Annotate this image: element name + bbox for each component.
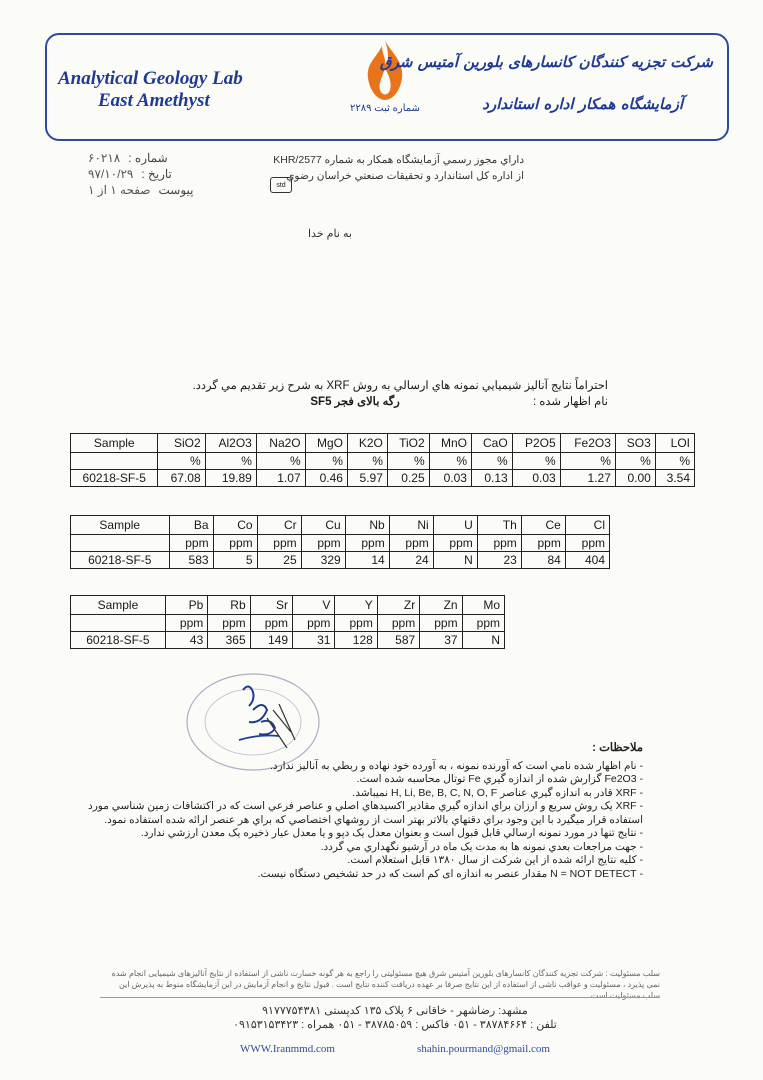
table-header-cell: Sample — [71, 516, 170, 535]
table-header-cell: MgO — [305, 434, 347, 453]
table-unit-cell: % — [512, 453, 560, 470]
notes-section — [83, 742, 643, 881]
registration-number: شماره ثبت ۲۲۸۹ — [350, 103, 420, 114]
table-cell: 67.08 — [158, 470, 205, 487]
note-item: - XRF يک روش سريع و ارزان براي اندازه گيري مقادير اکسيدهاي اصلي و عناصر فرعي است که در اکتشافات زمين شناسي مورد استفاده قرار ميگيرد با اين وجود براي دقتهاي بالاتر بهتر است از روشهاي اختصاصي که براي هر عنصر ارائه شده استفاده نمود. — [88, 800, 643, 826]
table-header-cell: Cu — [301, 516, 345, 535]
table-header-cell: Mo — [462, 596, 504, 615]
trace-elements-table-1 — [70, 515, 610, 569]
standard-badge-icon: std — [270, 177, 292, 193]
table-header-cell: Ba — [169, 516, 213, 535]
table-cell: 404 — [565, 552, 609, 569]
table-header-cell: LOI — [655, 434, 694, 453]
table-unit-cell: ppm — [301, 535, 345, 552]
table-unit-cell: % — [158, 453, 205, 470]
table-unit-cell: % — [347, 453, 387, 470]
table-unit-cell: ppm — [165, 615, 207, 632]
note-item: - نتايج تنها در مورد نمونه ارسالي قابل قبول است و بعنوان معدل يک دپو و يا معدل عيار ذخيره يک معدن ارزشي ندارد. — [140, 827, 643, 839]
table-cell: 0.13 — [471, 470, 512, 487]
table-header-cell: U — [433, 516, 477, 535]
table-header-row — [71, 434, 695, 453]
table-cell: 149 — [250, 632, 292, 649]
table-row — [71, 470, 695, 487]
table-header-cell: Cr — [257, 516, 301, 535]
table-header-cell: P2O5 — [512, 434, 560, 453]
table-unit-cell: % — [305, 453, 347, 470]
lab-name-line2: East Amethyst — [98, 90, 210, 111]
table-header-cell: Y — [335, 596, 377, 615]
table-unit-cell: ppm — [389, 535, 433, 552]
table-unit-cell: % — [471, 453, 512, 470]
document-meta — [88, 150, 193, 198]
table-cell: 19.89 — [205, 470, 256, 487]
table-header-cell: Pb — [165, 596, 207, 615]
table-cell: 0.03 — [512, 470, 560, 487]
table-unit-cell — [71, 535, 170, 552]
number-label: شماره : — [128, 151, 168, 165]
trace-elements-table-2 — [70, 595, 505, 649]
table-header-cell: MnO — [429, 434, 471, 453]
bismillah-heading: به نام خدا — [308, 228, 352, 240]
table-header-cell: Sr — [250, 596, 292, 615]
table-cell: 365 — [208, 632, 250, 649]
table-unit-cell: ppm — [169, 535, 213, 552]
table-unit-cell: % — [560, 453, 615, 470]
note-item: - جهت مراجعات بعدي نمونه ها به مدت يک ماه در آرشيو نگهداري مي گردد. — [320, 840, 643, 853]
table-cell: 0.03 — [429, 470, 471, 487]
table-header-row — [71, 596, 505, 615]
table-unit-cell: ppm — [477, 535, 521, 552]
declared-name-value: رگه بالای فجر SF5 — [310, 396, 400, 408]
footer-phones: تلفن : ۳۸۷۸۴۶۶۴ - ۰۵۱ فاکس : ۳۸۷۸۵۰۵۹ - ۰۵۱ همراه : ۰۹۱۵۳۱۵۳۴۲۳ — [233, 1019, 557, 1031]
disclaimer-text: سلب مسئوليت : شركت تجزيه كنندگان كانسارهای بلورين آمتيس شرق هيچ مسئوليتی را راجع به هر گونه خسارت ناشی از استفاده از نتايج آناليزهای شيميايی انجام شده نمی پذيرد ، مسئوليت و عواقب ناشی از استفاده از اين نتايج صرفا بر عهده دريافت كننده نتايج است . قبول نتايج و انجام آزمايش در اين آزمايشگاه منوط به پذيرش اين سلب مسئوليت است — [111, 969, 660, 1000]
table-cell: N — [462, 632, 504, 649]
table-cell: 31 — [293, 632, 335, 649]
table-cell: 583 — [169, 552, 213, 569]
date-label: تاریخ : — [141, 167, 172, 181]
table-header-cell: SO3 — [615, 434, 655, 453]
table-header-cell: Rb — [208, 596, 250, 615]
table-cell: 14 — [345, 552, 389, 569]
table-cell: 0.25 — [387, 470, 429, 487]
table-unit-row — [71, 535, 610, 552]
intro-text — [148, 378, 608, 410]
table-header-cell: CaO — [471, 434, 512, 453]
footer-address: مشهد: رضاشهر - خاقانی ۶ پلاک ۱۳۵ کدپستی ۹۱۷۷۷۵۴۳۸۱ — [262, 1005, 528, 1017]
table-unit-cell: ppm — [462, 615, 504, 632]
attach-label: پیوست — [158, 183, 194, 197]
note-item: - N = NOT DETECT مقدار عنصر به اندازه ای کم است که در حد تشخیص دستگاه نیست. — [257, 867, 643, 880]
table-cell: 25 — [257, 552, 301, 569]
note-item: - کليه نتايج ارائه شده از اين شرکت از سال ۱۳۸۰ قابل استعلام است. — [347, 854, 643, 866]
sample-id-cell: 60218-SF-5 — [71, 632, 166, 649]
attach-value: صفحه ۱ از ۱ — [88, 183, 151, 197]
table-cell: 5.97 — [347, 470, 387, 487]
table-cell: N — [433, 552, 477, 569]
table-header-row — [71, 516, 610, 535]
table-unit-cell: % — [387, 453, 429, 470]
company-name-persian: شرکت تجزیه کنندگان کانسارهای بلورین آمتیس شرق — [379, 53, 713, 71]
license-line2: از اداره کل استاندارد و تحقيقات صنعتي خراسان رضوي — [286, 170, 524, 182]
note-item: - نام اظهار شده نامي است که آورنده نمونه ، به آورده خود نهاده و ربطي به آنالیز ندارد. — [269, 759, 643, 772]
table-header-cell: Fe2O3 — [560, 434, 615, 453]
table-unit-row — [71, 615, 505, 632]
table-unit-cell: ppm — [420, 615, 462, 632]
table-row — [71, 552, 610, 569]
table-unit-cell: ppm — [213, 535, 257, 552]
license-info — [268, 152, 524, 184]
table-row — [71, 632, 505, 649]
declared-name-label: نام اظهار شده : — [532, 396, 608, 408]
table-header-cell: Nb — [345, 516, 389, 535]
table-unit-cell: ppm — [250, 615, 292, 632]
sample-id-cell: 60218-SF-5 — [71, 470, 158, 487]
table-cell: 84 — [521, 552, 565, 569]
table-unit-cell: ppm — [335, 615, 377, 632]
lab-name-line1: Analytical Geology Lab — [58, 68, 243, 89]
table-header-cell: TiO2 — [387, 434, 429, 453]
table-unit-cell: % — [205, 453, 256, 470]
table-unit-cell: % — [429, 453, 471, 470]
table-header-cell: Cl — [565, 516, 609, 535]
table-cell: 0.00 — [615, 470, 655, 487]
lab-name-persian: آزمایشگاه همکار اداره استاندارد — [482, 95, 683, 113]
table-unit-cell: ppm — [293, 615, 335, 632]
table-unit-cell: ppm — [257, 535, 301, 552]
table-cell: 587 — [377, 632, 419, 649]
table-cell: 1.27 — [560, 470, 615, 487]
table-header-cell: Ce — [521, 516, 565, 535]
table-header-cell: Zn — [420, 596, 462, 615]
table-header-cell: Al2O3 — [205, 434, 256, 453]
license-line1: داراي مجوز رسمي آزمايشگاه همکار به شماره KHR/2577 — [273, 154, 524, 166]
table-cell: 43 — [165, 632, 207, 649]
oxides-table — [70, 433, 695, 487]
table-cell: 128 — [335, 632, 377, 649]
table-header-cell: K2O — [347, 434, 387, 453]
table-cell: 37 — [420, 632, 462, 649]
table-unit-cell: ppm — [521, 535, 565, 552]
table-header-cell: V — [293, 596, 335, 615]
email-link[interactable]: shahin.pourmand@gmail.com — [417, 1043, 550, 1055]
number-value: ۶۰۲۱۸ — [88, 151, 121, 165]
table-unit-cell: ppm — [565, 535, 609, 552]
table-cell: 24 — [389, 552, 433, 569]
table-unit-cell: ppm — [377, 615, 419, 632]
table-cell: 1.07 — [256, 470, 305, 487]
table-cell: 5 — [213, 552, 257, 569]
table-header-cell: Sample — [71, 434, 158, 453]
table-header-cell: Zr — [377, 596, 419, 615]
table-unit-cell: ppm — [433, 535, 477, 552]
website-link[interactable]: WWW.Iranmmd.com — [240, 1043, 335, 1055]
table-unit-cell: ppm — [345, 535, 389, 552]
table-unit-row — [71, 453, 695, 470]
date-value: ۹۷/۱۰/۲۹ — [88, 167, 134, 181]
intro-line1: احتراماً نتايج آنالیز شيميايي نمونه هاي ارسالي به روش XRF به شرح زير تقديم مي گردد. — [192, 380, 608, 392]
table-unit-cell — [71, 615, 166, 632]
table-header-cell: SiO2 — [158, 434, 205, 453]
footer-divider — [100, 997, 660, 998]
table-cell: 0.46 — [305, 470, 347, 487]
notes-title: ملاحظات : — [592, 742, 643, 754]
sample-id-cell: 60218-SF-5 — [71, 552, 170, 569]
table-header-cell: Th — [477, 516, 521, 535]
table-cell: 3.54 — [655, 470, 694, 487]
footer-contact-row — [240, 1043, 550, 1055]
table-header-cell: Sample — [71, 596, 166, 615]
table-unit-cell: % — [615, 453, 655, 470]
table-header-cell: Co — [213, 516, 257, 535]
table-unit-cell — [71, 453, 158, 470]
table-cell: 329 — [301, 552, 345, 569]
note-item: - XRF قادر به اندازه گيري عناصر H, Li, Be, B, C, N, O, F نمیباشد. — [352, 786, 643, 799]
table-unit-cell: % — [256, 453, 305, 470]
table-header-cell: Ni — [389, 516, 433, 535]
table-cell: 23 — [477, 552, 521, 569]
table-header-cell: Na2O — [256, 434, 305, 453]
lab-name-english — [58, 68, 243, 112]
note-item: - Fe2O3 گزارش شده از اندازه گيري Fe توتال محاسبه شده است. — [356, 773, 643, 785]
table-unit-cell: ppm — [208, 615, 250, 632]
table-unit-cell: % — [655, 453, 694, 470]
